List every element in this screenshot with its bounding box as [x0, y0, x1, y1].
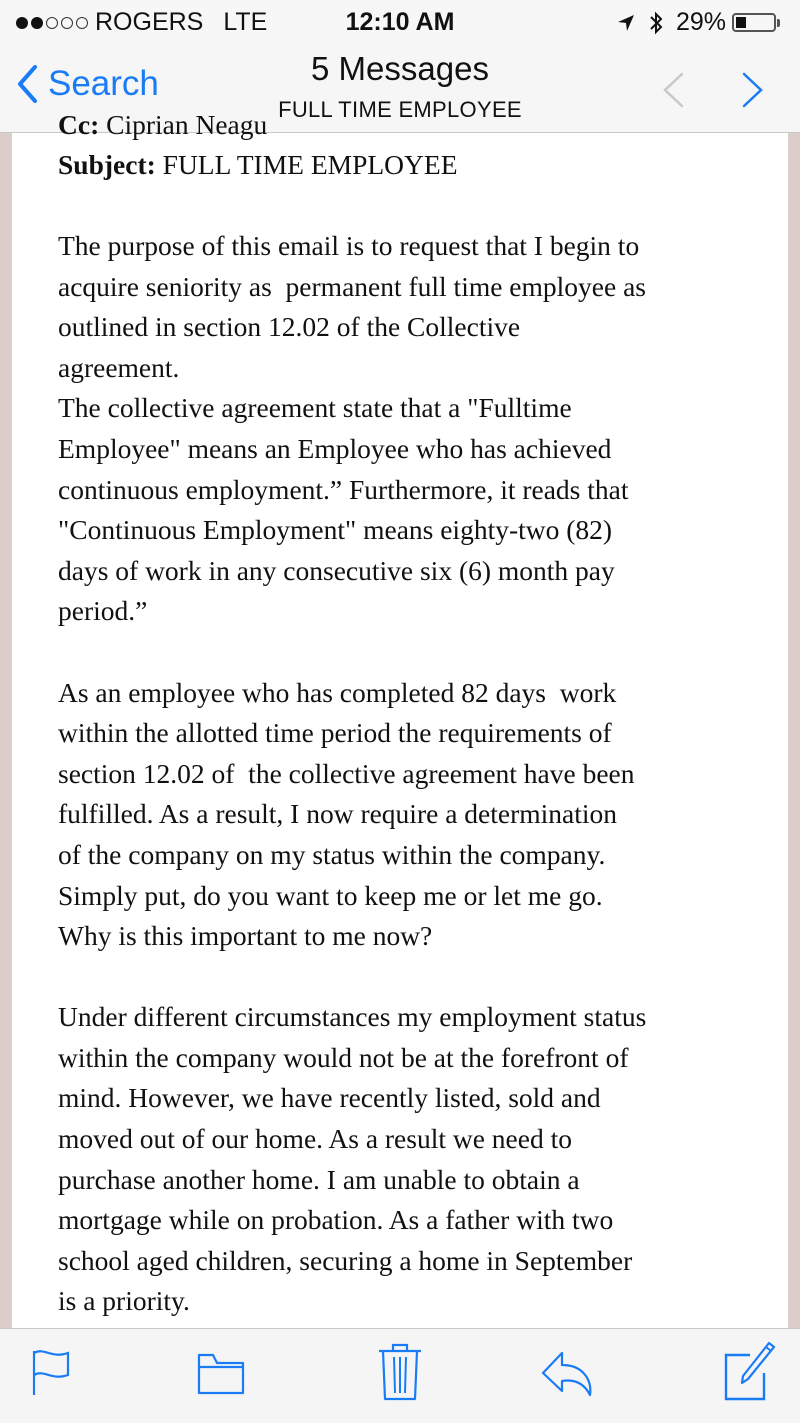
previous-message-button[interactable] [660, 72, 686, 113]
back-label: Search [48, 64, 159, 103]
compose-button[interactable] [722, 1339, 778, 1406]
paragraph-gap [58, 957, 646, 998]
text-line: As an employee who has completed 82 days work [58, 676, 617, 708]
subject-label: Subject: [58, 149, 156, 180]
text-line: days of work in any consecutive six (6) month pay [58, 554, 615, 586]
carrier-name: ROGERS [95, 8, 204, 36]
text-line: Employee" means an Employee who has achieved [58, 432, 612, 464]
text-line: continuous employment.” Furthermore, it reads that [58, 473, 629, 505]
cc-value: Ciprian Neagu [106, 109, 268, 140]
text-line: period.” [58, 595, 148, 627]
text-line: purchase another home. I am unable to obtain a [58, 1163, 580, 1195]
paragraph-gap [58, 632, 646, 673]
text-line: within the company would not be at the forefront of [58, 1041, 629, 1073]
cc-label: Cc: [58, 109, 100, 140]
battery-icon [732, 13, 776, 32]
text-line: moved out of our home. As a result we need to [58, 1123, 572, 1155]
flag-icon [30, 1347, 74, 1397]
clock: 12:10 AM [345, 8, 455, 36]
thread-subject: FULL TIME EMPLOYEE [278, 97, 522, 122]
battery-percent: 29% [675, 8, 726, 36]
text-line: The collective agreement state that a "Fulltime [58, 392, 572, 424]
text-line: school aged children, securing a home in September [58, 1244, 633, 1276]
text-line: section 12.02 of the collective agreement have been [58, 757, 635, 789]
battery-tip [777, 19, 780, 27]
text-line: is a priority. [58, 1285, 190, 1317]
bluetooth-icon [648, 10, 664, 36]
text-line: fulfilled. As a result, I now require a determination [58, 798, 617, 830]
text-line: outlined in section 12.02 of the Collective [58, 311, 521, 343]
text-line: The purpose of this email is to request that I begin to [58, 230, 640, 261]
cc-line [58, 105, 267, 146]
network-type: LTE [223, 8, 268, 36]
status-bar [0, 0, 800, 44]
text-line: mind. However, we have recently listed, sold and [58, 1082, 601, 1114]
text-line: Simply put, do you want to keep me or let me go. [58, 879, 603, 911]
message-content[interactable] [12, 109, 788, 1328]
move-to-folder-button[interactable] [195, 1347, 247, 1402]
text-line: Why is this important to me now? [58, 920, 433, 952]
text-line: within the allotted time period the requirements of [58, 717, 612, 749]
chevron-up-icon [660, 72, 686, 108]
text-line: agreement. [58, 351, 180, 383]
reply-icon [540, 1351, 600, 1397]
flag-button[interactable] [30, 1347, 74, 1402]
reply-button[interactable] [540, 1351, 600, 1402]
battery-level [736, 17, 746, 28]
status-indicators [616, 8, 780, 37]
text-line: of the company on my status within the company. [58, 838, 606, 870]
text-line: "Continuous Employment" means eighty-two (82) [58, 514, 613, 546]
text-line: acquire seniority as permanent full time employee as [58, 270, 646, 302]
trash-button[interactable] [375, 1341, 425, 1408]
folder-icon [195, 1347, 247, 1397]
chevron-down-icon [740, 72, 766, 108]
trash-icon [375, 1341, 425, 1403]
subject-value: FULL TIME EMPLOYEE [162, 149, 458, 180]
text-line: Under different circumstances my employment status [58, 1001, 647, 1033]
next-message-button[interactable] [740, 72, 766, 113]
email-text [58, 226, 646, 1322]
compose-icon [722, 1339, 778, 1401]
text-line: mortgage while on probation. As a father with two [58, 1204, 614, 1236]
location-arrow-icon [616, 13, 636, 33]
paragraph [58, 226, 646, 632]
thread-title: 5 Messages [311, 50, 489, 87]
paragraph [58, 997, 646, 1322]
paragraph [58, 673, 646, 957]
subject-line [58, 145, 458, 186]
bottom-toolbar [0, 1328, 800, 1423]
